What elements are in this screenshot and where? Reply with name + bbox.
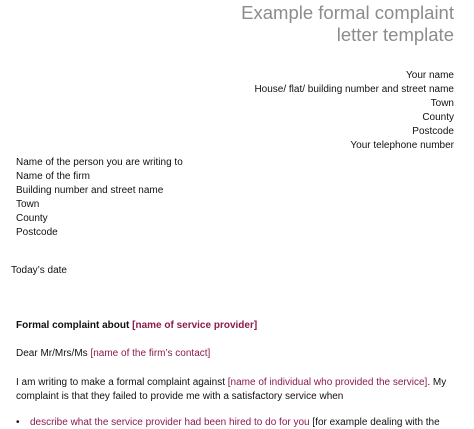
sender-county: County: [422, 112, 454, 123]
sender-town: Town: [430, 98, 454, 109]
sender-telephone: Your telephone number: [350, 140, 454, 151]
recipient-town: Town: [16, 199, 40, 210]
title-line: Example formal complaint: [241, 2, 454, 23]
recipient-street: Building number and street name: [16, 185, 164, 196]
bullet-text: [for example dealing with the: [309, 417, 440, 428]
subject-placeholder: [name of service provider]: [132, 320, 258, 331]
letter-date: Today’s date: [11, 265, 67, 276]
body-paragraph: [16, 376, 446, 403]
sender-name: Your name: [406, 70, 454, 81]
bullet-item: [16, 417, 440, 428]
recipient-person: Name of the person you are writing to: [16, 157, 183, 168]
recipient-firm: Name of the firm: [16, 171, 90, 182]
sender-postcode: Postcode: [412, 126, 454, 137]
salutation: [16, 348, 210, 359]
recipient-county: County: [16, 213, 48, 224]
subject-text: Formal complaint about: [16, 320, 133, 331]
bullet-icon: •: [16, 417, 20, 428]
recipient-address-block: [16, 156, 183, 240]
document-title: [241, 2, 454, 46]
bullet-placeholder: describe what the service provider had been hired to do for you: [30, 417, 310, 428]
paragraph-text: I am writing to make a formal complaint against: [16, 377, 228, 388]
recipient-postcode: Postcode: [16, 227, 58, 238]
sender-street: House/ flat/ building number and street name: [254, 84, 454, 95]
paragraph-text-end: . My: [427, 377, 447, 388]
paragraph-line: [16, 376, 446, 390]
paragraph-line: complaint is that they failed to provide me with a satisfactory service when: [16, 390, 344, 402]
title-line: letter template: [336, 24, 454, 45]
subject-line: [16, 320, 257, 331]
sender-address-block: [254, 69, 454, 153]
salutation-text: Dear Mr/Mrs/Ms: [16, 348, 91, 359]
paragraph-placeholder: [name of individual who provided the service]: [227, 377, 428, 388]
salutation-placeholder: [name of the firm’s contact]: [90, 348, 211, 359]
